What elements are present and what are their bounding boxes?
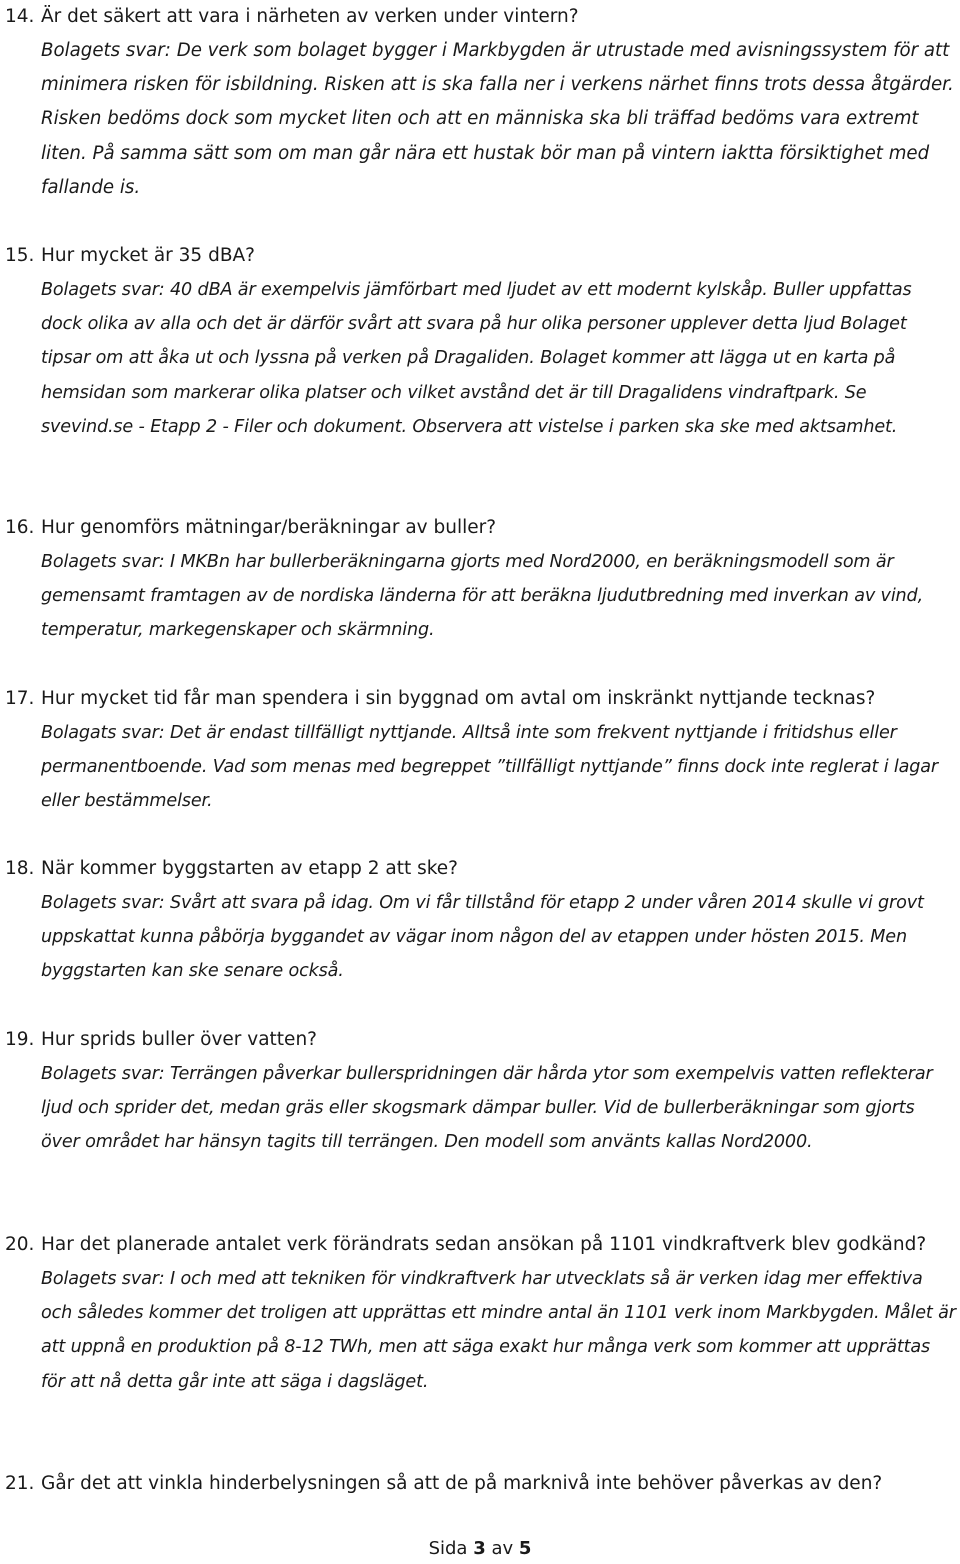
question-text: Är det säkert att vara i närheten av verken under vintern? (41, 6, 579, 27)
page-of-label: av (491, 1538, 514, 1559)
question-text: Hur mycket är 35 dBA? (41, 245, 255, 266)
question-text: Hur mycket tid får man spendera i sin byggnad om avtal om inskränkt nyttjande tecknas? (41, 688, 876, 709)
answer-text: Bolagets svar: I MKBn har bullerberäkningarna gjorts med Nord2000, en beräkningsmodell som är gemensamt framtagen av de nordiska länderna för att beräkna ljudutbredning med inverkan av vind, temperatur, markegenskaper och skärmning. (41, 552, 924, 641)
question-text: Går det att vinkla hinderbelysningen så att de på marknivå inte behöver påverkas av den? (41, 1473, 883, 1494)
question-number: 19. (5, 1029, 35, 1050)
question-number: 18. (5, 858, 35, 879)
question-number: 16. (5, 517, 35, 538)
qa-item-17 (0, 682, 960, 819)
question (0, 1228, 960, 1262)
qa-item-21 (0, 1467, 960, 1501)
question-number: 20. (5, 1234, 35, 1255)
question-text: Hur genomförs mätningar/beräkningar av buller? (41, 517, 497, 538)
answer-text: Bolagets svar: Terrängen påverkar bullerspridningen där hårda ytor som exempelvis vatten reflekterar ljud och sprider det, medan gräs eller skogsmark dämpar buller. Vid de bullerberäkningar som gjorts över området har hänsyn tagits till terrängen. Den modell som använts kallas Nord2000. (41, 1064, 933, 1153)
qa-item-15 (0, 239, 960, 444)
question-text: När kommer byggstarten av etapp 2 att ske? (41, 858, 458, 879)
current-page-number: 3 (473, 1538, 486, 1559)
question-number: 14. (5, 6, 35, 27)
qa-item-14 (0, 0, 960, 205)
question (0, 1467, 960, 1501)
qa-item-19 (0, 1023, 960, 1160)
page-label: Sida (428, 1538, 468, 1559)
question (0, 1023, 960, 1057)
question-number: 17. (5, 688, 35, 709)
question-number: 21. (5, 1473, 35, 1494)
question-text: Hur sprids buller över vatten? (41, 1029, 317, 1050)
qa-item-18 (0, 852, 960, 989)
question (0, 0, 960, 34)
question-number: 15. (5, 245, 35, 266)
question (0, 239, 960, 273)
question (0, 511, 960, 545)
page-footer (0, 1534, 960, 1564)
question (0, 852, 960, 886)
answer-text: Bolagets svar: 40 dBA är exempelvis jämförbart med ljudet av ett modernt kylskåp. Buller uppfattas dock olika av alla och det är därför svårt att svara på hur olika personer upplever detta ljud Bolaget tipsar om att åka ut och lyssna på verken på Dragaliden. Bolaget kommer att lägga ut en karta på hemsidan som markerar olika platser och vilket avstånd det är till Dragalidens vindraftpark. Se svevind.se - Etapp 2 - Filer och dokument. Observera att vistelse i parken ska ske med aktsamhet. (41, 280, 912, 437)
qa-item-16 (0, 511, 960, 648)
total-pages-number: 5 (518, 1538, 532, 1559)
answer-text: Bolagats svar: Det är endast tillfälligt nyttjande. Alltså inte som frekvent nyttjande i fritidshus eller permanentboende. Vad som menas med begreppet ”tillfälligt nyttjande” finns dock inte reglerat i lagar eller bestämmelser. (41, 723, 938, 812)
question (0, 682, 960, 716)
question-text: Har det planerade antalet verk förändrats sedan ansökan på 1101 vindkraftverk blev godkänd? (41, 1234, 927, 1255)
answer-text: Bolagets svar: De verk som bolaget bygger i Markbygden är utrustade med avisningssystem för att minimera risken för isbildning. Risken att is ska falla ner i verkens närhet finns trots dessa åtgärder. Risken bedöms dock som mycket liten och att en människa ska bli träffad bedöms vara extremt liten. På samma sätt som om man går nära ett hustak bör man på vintern iaktta försiktighet med fallande is. (41, 40, 954, 198)
answer-text: Bolagets svar: I och med att tekniken för vindkraftverk har utvecklats så är verken idag mer effektiva och således kommer det troligen att upprättas ett mindre antal än 1101 verk inom Markbygden. Målet är att uppnå en produktion på 8-12 TWh, men att säga exakt hur många verk som kommer att upprättas för att nå detta går inte att säga i dagsläget. (41, 1269, 956, 1392)
answer-text: Bolagets svar: Svårt att svara på idag. Om vi får tillstånd för etapp 2 under våren 2014 skulle vi grovt uppskattat kunna påbörja byggandet av vägar inom någon del av etappen under hösten 2015. Men byggstarten kan ske senare också. (41, 893, 924, 982)
qa-item-20 (0, 1228, 960, 1399)
